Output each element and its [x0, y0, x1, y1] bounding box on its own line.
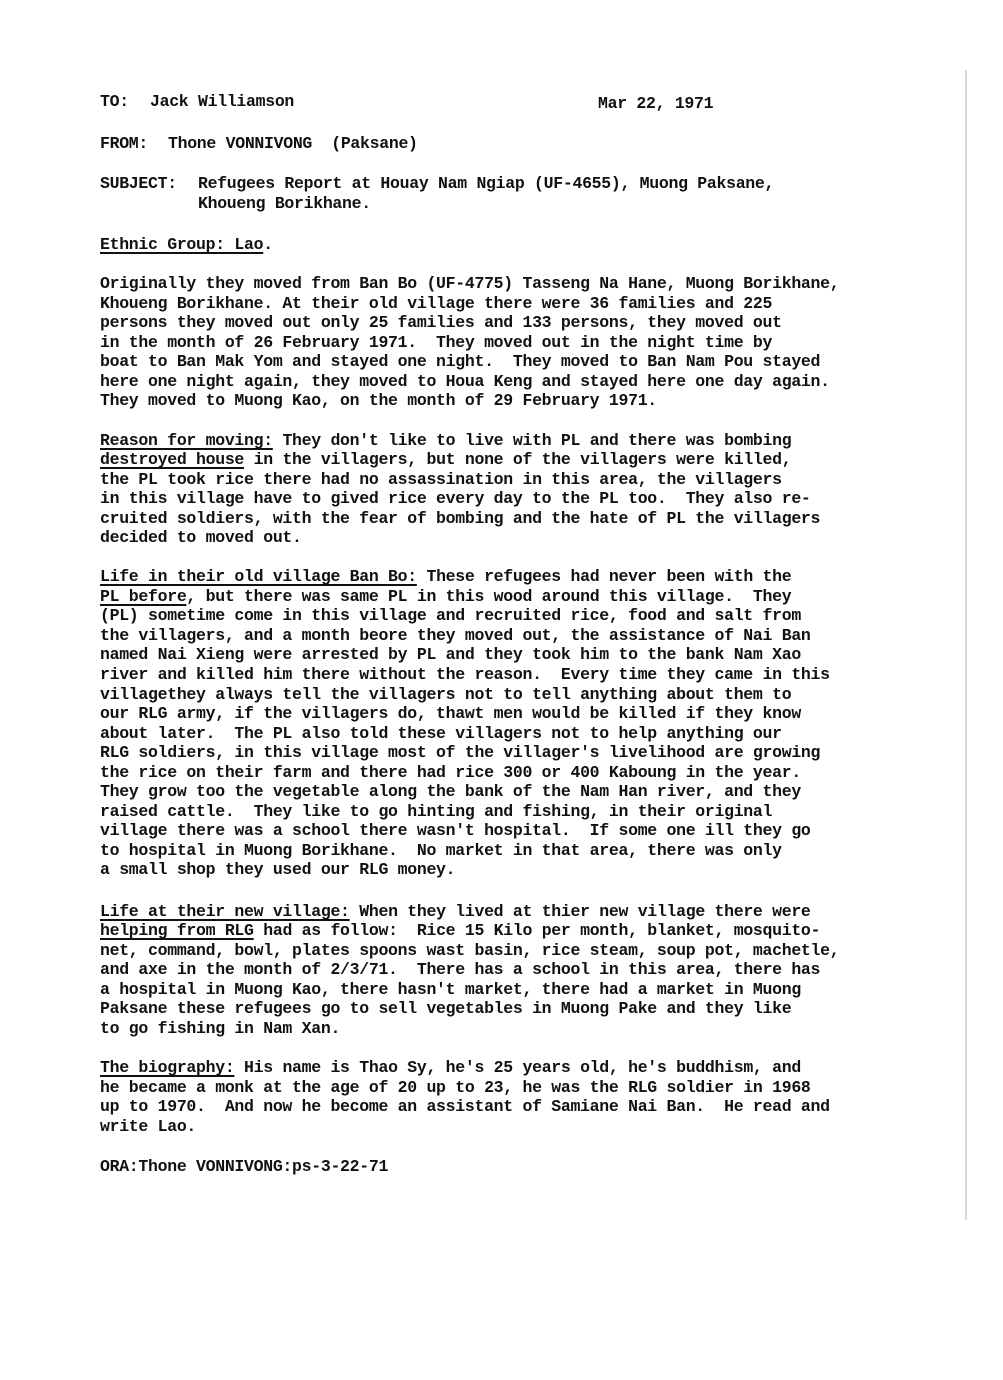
new-life-line: Paksane these refugees go to sell vegetables in Muong Pake and they like: [100, 999, 792, 1018]
intro-line: here one night again, they moved to Houa Keng and stayed here one day again.: [100, 372, 830, 391]
old-life-heading: Life in their old village Ban Bo:: [100, 567, 417, 586]
reason-line: cruited soldiers, with the fear of bombing and the hate of PL the villagers: [100, 509, 821, 528]
old-life-text: These refugees had never been with the: [416, 567, 792, 586]
new-life-line: and axe in the month of 2/3/71. There has a school in this area, there has: [100, 960, 821, 979]
reason-text: They don't like to live with PL and there was bombing: [272, 431, 792, 450]
reason-text: in the villagers, but none of the villagers were killed,: [244, 450, 792, 469]
new-life-text: When they lived at thier new village there were: [349, 902, 811, 921]
ethnic-group-period: .: [263, 235, 273, 254]
old-life-heading-cont: PL before: [100, 587, 187, 606]
new-life-line: a hospital in Muong Kao, there hasn't market, there had a market in Muong: [100, 980, 801, 999]
reason-line: the PL took rice there had no assassination in this area, the villagers: [100, 470, 782, 489]
new-life-heading: Life at their new village:: [100, 902, 350, 921]
old-life-line: village there was a school there wasn't hospital. If some one ill they go: [100, 821, 811, 840]
old-life-line: the villagers, and a month beore they moved out, the assistance of Nai Ban: [100, 626, 811, 645]
memo-date: Mar 22, 1971: [598, 94, 714, 113]
reason-line: [100, 431, 791, 451]
new-life-line: [100, 921, 820, 941]
to-label: TO:: [100, 92, 129, 111]
old-life-line: (PL) sometime come in this village and recruited rice, food and salt from: [100, 606, 801, 625]
old-life-line: about later. The PL also told these villagers not to help anything our: [100, 724, 782, 743]
biography-line: up to 1970. And now he become an assistant of Samiane Nai Ban. He read and: [100, 1097, 830, 1116]
intro-line: Originally they moved from Ban Bo (UF-4775) Tasseng Na Hane, Muong Borikhane,: [100, 274, 840, 293]
old-life-line: RLG soldiers, in this village most of the villager's livelihood are growing: [100, 743, 821, 762]
old-life-line: named Nai Xieng were arrested by PL and they took him to the bank Nam Xao: [100, 645, 801, 664]
old-life-line: villagethey always tell the villagers not to tell anything about them to: [100, 685, 792, 704]
from-value: Thone VONNIVONG (Paksane): [168, 134, 418, 153]
reference-initials: ORA:Thone VONNIVONG:ps-3-22-71: [100, 1157, 389, 1176]
new-life-line: to go fishing in Nam Xan.: [100, 1019, 341, 1038]
biography-line: [100, 1058, 801, 1078]
ethnic-group-heading: Ethnic Group: Lao: [100, 235, 264, 254]
biography-line: he became a monk at the age of 20 up to 23, he was the RLG soldier in 1968: [100, 1078, 811, 1097]
old-life-line: [100, 587, 791, 607]
to-value: Jack Williamson: [150, 92, 295, 111]
intro-line: boat to Ban Mak Yom and stayed one night. They moved to Ban Nam Pou stayed: [100, 352, 821, 371]
biography-heading: The biography:: [100, 1058, 235, 1077]
intro-line: They moved to Muong Kao, on the month of 29 February 1971.: [100, 391, 657, 410]
from-label: FROM:: [100, 134, 149, 153]
intro-line: persons they moved out only 25 families and 133 persons, they moved out: [100, 313, 782, 332]
biography-text: His name is Thao Sy, he's 25 years old, he's buddhism, and: [234, 1058, 801, 1077]
new-life-line: [100, 902, 811, 922]
reason-line: in this village have to gived rice every day to the PL too. They also re-: [100, 489, 811, 508]
new-life-heading-cont: helping from RLG: [100, 921, 254, 940]
new-life-text: had as follow: Rice 15 Kilo per month, blanket, mosquito-: [253, 921, 821, 940]
subject-line-2: Khoueng Borikhane.: [198, 194, 371, 213]
reason-heading: Reason for moving:: [100, 431, 273, 450]
old-life-line: our RLG army, if the villagers do, thawt men would be killed if they know: [100, 704, 801, 723]
biography-line: write Lao.: [100, 1117, 197, 1136]
old-life-line: to hospital in Muong Borikhane. No market in that area, there was only: [100, 841, 782, 860]
ethnic-group: [100, 235, 273, 255]
old-life-text: , but there was same PL in this wood around this village. They: [186, 587, 792, 606]
old-life-line: They grow too the vegetable along the bank of the Nam Han river, and they: [100, 782, 801, 801]
old-life-line: raised cattle. They like to go hinting and fishing, in their original: [100, 802, 773, 821]
old-life-line: river and killed him there without the reason. Every time they came in this: [100, 665, 830, 684]
page-edge-shadow: [965, 70, 967, 1220]
new-life-line: net, command, bowl, plates spoons wast basin, rice steam, soup pot, machetle,: [100, 941, 840, 960]
old-life-line: the rice on their farm and there had rice 300 or 400 Kaboung in the year.: [100, 763, 801, 782]
subject-line-1: Refugees Report at Houay Nam Ngiap (UF-4655), Muong Paksane,: [198, 174, 775, 193]
intro-line: Khoueng Borikhane. At their old village there were 36 families and 225: [100, 294, 773, 313]
reason-heading-cont: destroyed house: [100, 450, 245, 469]
subject-label: SUBJECT:: [100, 174, 177, 193]
intro-line: in the month of 26 February 1971. They moved out in the night time by: [100, 333, 773, 352]
reason-line: [100, 450, 791, 470]
old-life-line: [100, 567, 791, 587]
old-life-line: a small shop they used our RLG money.: [100, 860, 456, 879]
reason-line: decided to moved out.: [100, 528, 302, 547]
